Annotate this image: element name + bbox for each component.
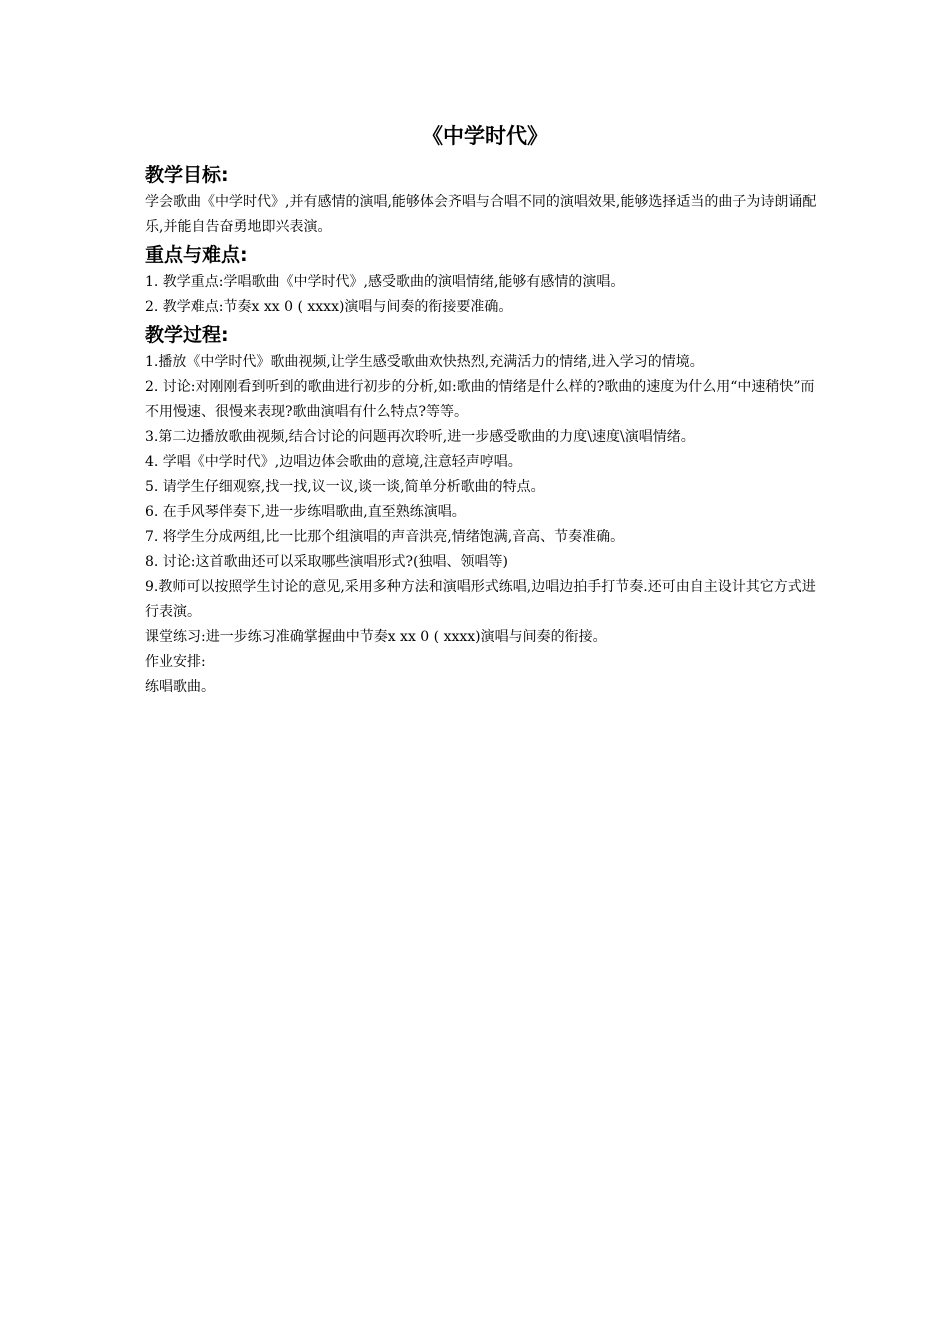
document-page <box>145 120 825 700</box>
list-item: 5. 请学生仔细观察,找一找,议一议,谈一谈,简单分析歌曲的特点。 <box>145 479 545 495</box>
list-item: 2. 讨论:对刚刚看到听到的歌曲进行初步的分析,如:歌曲的情绪是什么样的?歌曲的速度为什么用“中速稍快”而不用慢速、很慢来表现?歌曲演唱有什么特点?等等。 <box>145 379 815 420</box>
objectives-heading: 教学目标: <box>145 164 229 186</box>
homework-text: 练唱歌曲。 <box>145 679 215 695</box>
list-item: 7. 将学生分成两组,比一比那个组演唱的声音洪亮,情绪饱满,音高、节奏准确。 <box>145 529 625 545</box>
homework-heading: 作业安排: <box>145 654 206 670</box>
process-list <box>145 350 825 625</box>
list-item: 1. 教学重点:学唱歌曲《中学时代》,感受歌曲的演唱情绪,能够有感情的演唱。 <box>145 274 625 290</box>
list-item: 4. 学唱《中学时代》,边唱边体会歌曲的意境,注意轻声哼唱。 <box>145 454 522 470</box>
document-title: 《中学时代》 <box>422 124 548 148</box>
key-points-list <box>145 270 825 320</box>
list-item: 9.教师可以按照学生讨论的意见,采用多种方法和演唱形式练唱,边唱边拍手打节奏.还可由自主设计其它方式进行表演。 <box>145 579 816 620</box>
list-item: 8. 讨论:这首歌曲还可以采取哪些演唱形式?(独唱、领唱等) <box>145 554 508 570</box>
list-item: 1.播放《中学时代》歌曲视频,让学生感受歌曲欢快热烈,充满活力的情绪,进入学习的情境。 <box>145 354 704 370</box>
practice-text: 课堂练习:进一步练习准确掌握曲中节奏x xx 0 ( xxxx)演唱与间奏的衔接。 <box>145 629 607 645</box>
objectives-text: 学会歌曲《中学时代》,并有感情的演唱,能够体会齐唱与合唱不同的演唱效果,能够选择适当的曲子为诗朗诵配乐,并能自告奋勇地即兴表演。 <box>145 194 817 235</box>
process-heading: 教学过程: <box>145 324 229 346</box>
list-item: 2. 教学难点:节奏x xx 0 ( xxxx)演唱与间奏的衔接要准确。 <box>145 299 513 315</box>
key-points-heading: 重点与难点: <box>145 244 248 266</box>
list-item: 3.第二边播放歌曲视频,结合讨论的问题再次聆听,进一步感受歌曲的力度\速度\演唱情绪。 <box>145 429 695 445</box>
list-item: 6. 在手风琴伴奏下,进一步练唱歌曲,直至熟练演唱。 <box>145 504 466 520</box>
